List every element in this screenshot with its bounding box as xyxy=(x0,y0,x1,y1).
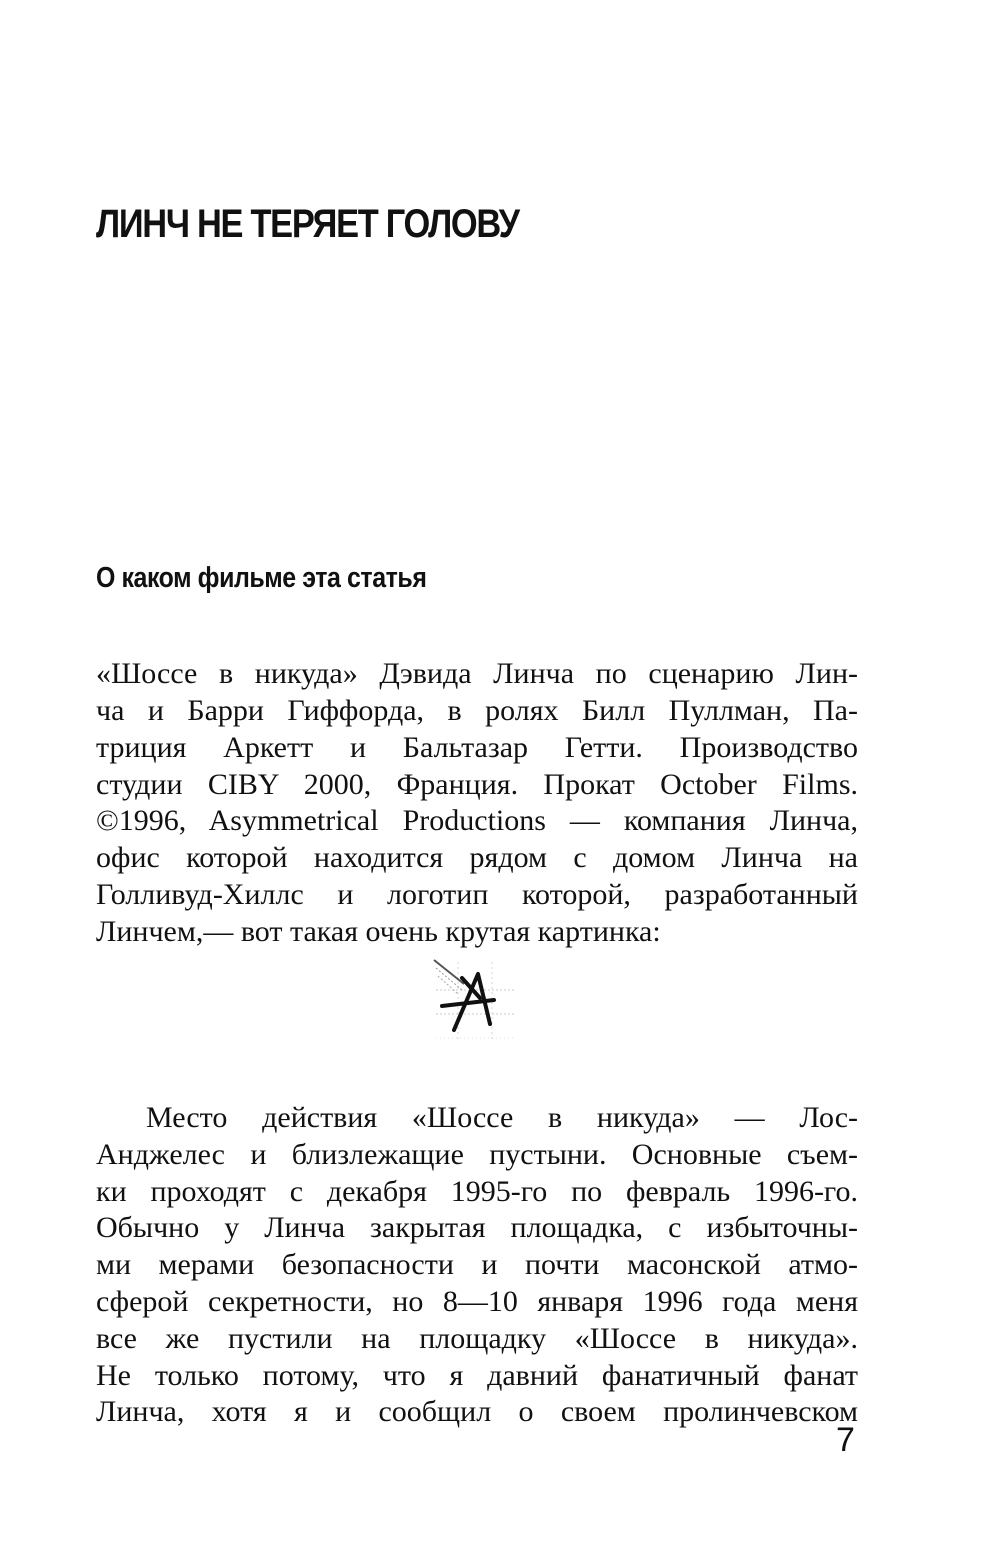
text-line: Голливуд-Хиллс и логотип которой, разработанный xyxy=(96,878,858,911)
text-line: все же пустили на площадку «Шоссе в никуда». xyxy=(96,1322,858,1355)
text-line: Анджелес и близлежащие пустыни. Основные съем- xyxy=(96,1138,858,1171)
text-line: Обычно у Линча закрытая площадка, с избыточны- xyxy=(96,1211,858,1244)
section-heading: О каком фильме эта статья xyxy=(96,562,427,594)
asymmetrical-productions-logo-icon xyxy=(428,954,524,1046)
text-line: ©1996, Asymmetrical Productions — компания Линча, xyxy=(96,804,858,837)
text-line: Не только потому, что я давний фанатичный фанат xyxy=(96,1359,858,1392)
text-line: Место действия «Шоссе в никуда» — Лос- xyxy=(146,1101,858,1134)
chapter-title: ЛИНЧ НЕ ТЕРЯЕТ ГОЛОВУ xyxy=(96,202,519,246)
text-line: Линча, хотя я и сообщил о своем пролинчевском xyxy=(96,1395,858,1428)
text-line: студии CIBY 2000, Франция. Прокат October Films. xyxy=(96,768,858,801)
page-number: 7 xyxy=(836,1421,855,1459)
text-line: Линчем,— вот такая очень крутая картинка: xyxy=(96,915,661,948)
text-line: «Шоссе в никуда» Дэвида Линча по сценарию Лин- xyxy=(96,657,858,690)
text-line: сферой секретности, но 8—10 января 1996 года меня xyxy=(96,1285,858,1318)
text-line: офис которой находится рядом с домом Линча на xyxy=(96,841,858,874)
text-line: ми мерами безопасности и почти масонской атмо- xyxy=(96,1248,858,1281)
text-line: ки проходят с декабря 1995-го по февраль 1996-го. xyxy=(96,1175,858,1208)
text-line: триция Аркетт и Бальтазар Гетти. Производство xyxy=(96,731,858,764)
text-line: ча и Барри Гиффорда, в ролях Билл Пуллман, Па- xyxy=(96,694,858,727)
